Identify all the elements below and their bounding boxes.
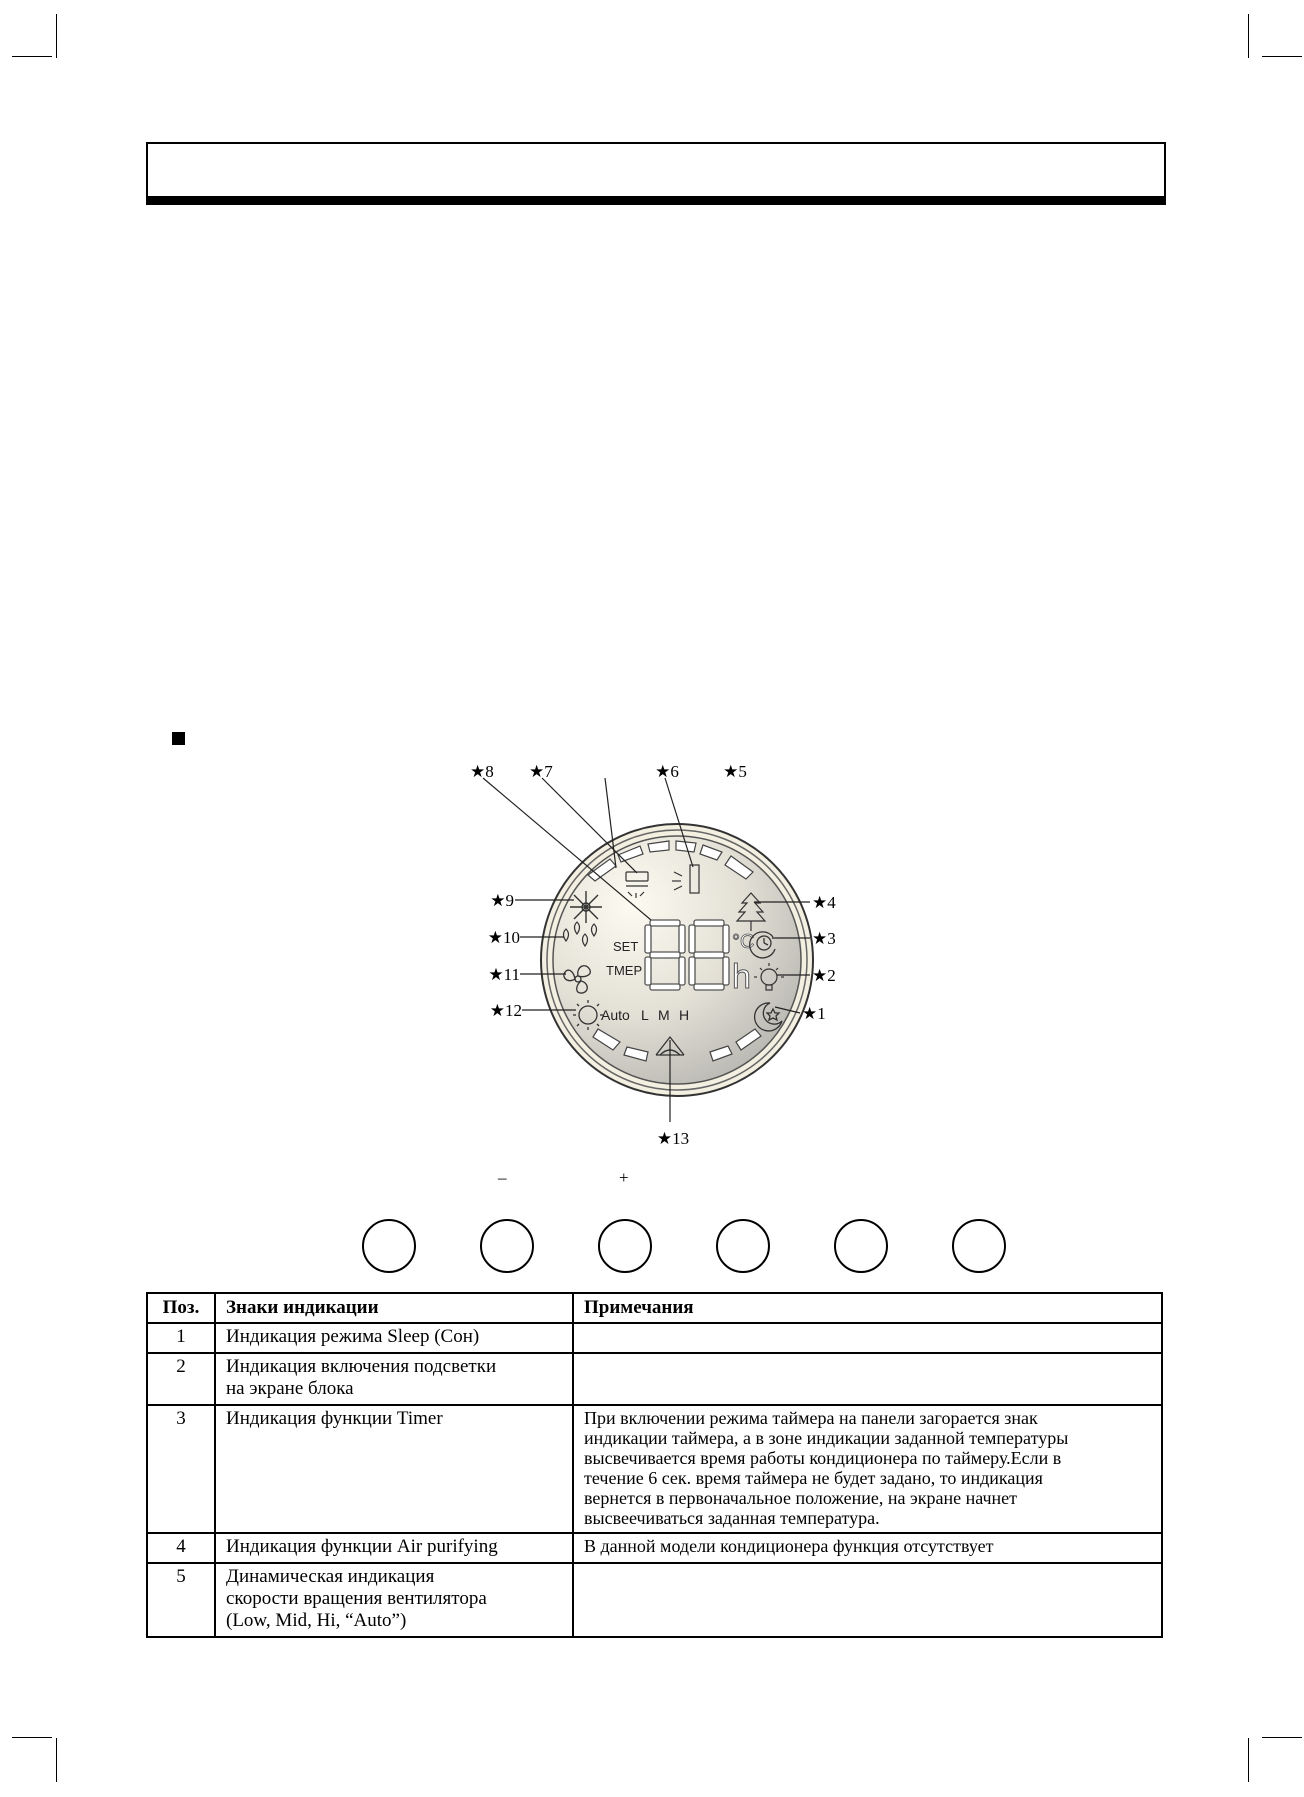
callout-label-7: ★7 xyxy=(529,762,553,781)
callout-label-5: ★5 xyxy=(723,762,747,781)
callout-label-6: ★6 xyxy=(655,762,679,781)
control-button-6[interactable] xyxy=(952,1219,1006,1273)
row-sign xyxy=(215,1353,573,1405)
note-line: При включении режима таймера на панели загорается знак xyxy=(584,1408,1038,1428)
sign-line: (Low, Mid, Hi, “Auto”) xyxy=(226,1610,407,1631)
crop-mark xyxy=(12,1737,52,1738)
crop-mark xyxy=(1248,14,1249,58)
sign-line: скорости вращения вентилятора xyxy=(226,1588,487,1609)
table-row xyxy=(147,1405,1162,1533)
row-notes xyxy=(573,1563,1162,1637)
callout-label-4: ★4 xyxy=(812,893,836,912)
control-button-3[interactable] xyxy=(598,1219,652,1273)
row-notes xyxy=(573,1323,1162,1353)
crop-mark xyxy=(12,56,52,57)
callout-label-10: ★10 xyxy=(487,928,520,947)
callout-label-3: ★3 xyxy=(812,929,836,948)
row-pos: 1 xyxy=(147,1323,215,1353)
hours-label: h xyxy=(732,958,751,996)
table-row xyxy=(147,1533,1162,1563)
fan-low-label: L xyxy=(641,1007,649,1023)
row-pos: 5 xyxy=(147,1563,215,1637)
note-line: высвеечиваться заданная температура. xyxy=(584,1508,880,1528)
indicator-legend-table xyxy=(146,1292,1163,1638)
crop-mark xyxy=(56,1738,57,1782)
header-sign: Знаки индикации xyxy=(215,1293,573,1323)
fan-mid-label: M xyxy=(658,1007,670,1023)
control-button-1[interactable] xyxy=(362,1219,416,1273)
control-button-4[interactable] xyxy=(716,1219,770,1273)
header-notes: Примечания xyxy=(573,1293,1162,1323)
callout-label-8: ★8 xyxy=(470,762,494,781)
callout-label-1: ★1 xyxy=(802,1004,826,1023)
minus-label: – xyxy=(498,1168,507,1187)
section-header-box xyxy=(146,142,1166,198)
callout-label-13: ★13 xyxy=(656,1129,690,1148)
row-notes xyxy=(573,1405,1162,1533)
fan-auto-label: Auto xyxy=(601,1007,630,1023)
note-line: индикации таймера, а в зоне индикации заданной температуры xyxy=(584,1428,1069,1448)
tmep-label: TMEP xyxy=(606,963,643,978)
celsius-label: °C xyxy=(732,931,755,953)
crop-mark xyxy=(1262,56,1302,57)
row-notes xyxy=(573,1533,1162,1563)
cool-snowflake-icon xyxy=(570,891,602,923)
table-row xyxy=(147,1563,1162,1637)
display-panel-diagram xyxy=(470,755,890,1160)
note-line: течение 6 сек. время таймера не будет задано, то индикация xyxy=(584,1468,1043,1488)
row-sign xyxy=(215,1405,573,1533)
callout-label-12: ★12 xyxy=(489,1001,522,1020)
set-label: SET xyxy=(613,939,639,954)
note-line: вернется в первоначальное положение, на экране начнет xyxy=(584,1488,1018,1508)
row-pos: 3 xyxy=(147,1405,215,1533)
crop-mark xyxy=(1262,1737,1302,1738)
note-line: В данной модели кондиционера функция отсутствует xyxy=(584,1536,994,1556)
sign-line: на экране блока xyxy=(226,1378,354,1399)
sign-line: Индикация режима Sleep (Сон) xyxy=(226,1326,480,1347)
table-row xyxy=(147,1353,1162,1405)
table-row xyxy=(147,1323,1162,1353)
table-header-row xyxy=(147,1293,1162,1323)
row-sign xyxy=(215,1533,573,1563)
note-line: высвечивается время работы кондиционера по таймеру.Если в xyxy=(584,1448,1062,1468)
row-pos: 4 xyxy=(147,1533,215,1563)
crop-mark xyxy=(1248,1738,1249,1782)
fan-high-label: H xyxy=(679,1007,690,1023)
row-sign xyxy=(215,1323,573,1353)
sign-line: Индикация функции Air purifying xyxy=(226,1536,498,1557)
row-pos: 2 xyxy=(147,1353,215,1405)
crop-mark xyxy=(56,14,57,58)
header-pos: Поз. xyxy=(147,1293,215,1323)
control-button-2[interactable] xyxy=(480,1219,534,1273)
callout-label-9: ★9 xyxy=(490,891,514,910)
bullet-marker xyxy=(172,732,185,745)
row-notes xyxy=(573,1353,1162,1405)
header-rule xyxy=(146,198,1166,205)
sign-line: Индикация функции Timer xyxy=(226,1408,443,1429)
callout-label-2: ★2 xyxy=(812,966,836,985)
row-sign xyxy=(215,1563,573,1637)
callout-label-11: ★11 xyxy=(488,965,520,984)
plus-label: + xyxy=(619,1168,629,1187)
control-button-5[interactable] xyxy=(834,1219,888,1273)
sign-line: Индикация включения подсветки xyxy=(226,1356,497,1377)
sign-line: Динамическая индикация xyxy=(226,1566,435,1587)
